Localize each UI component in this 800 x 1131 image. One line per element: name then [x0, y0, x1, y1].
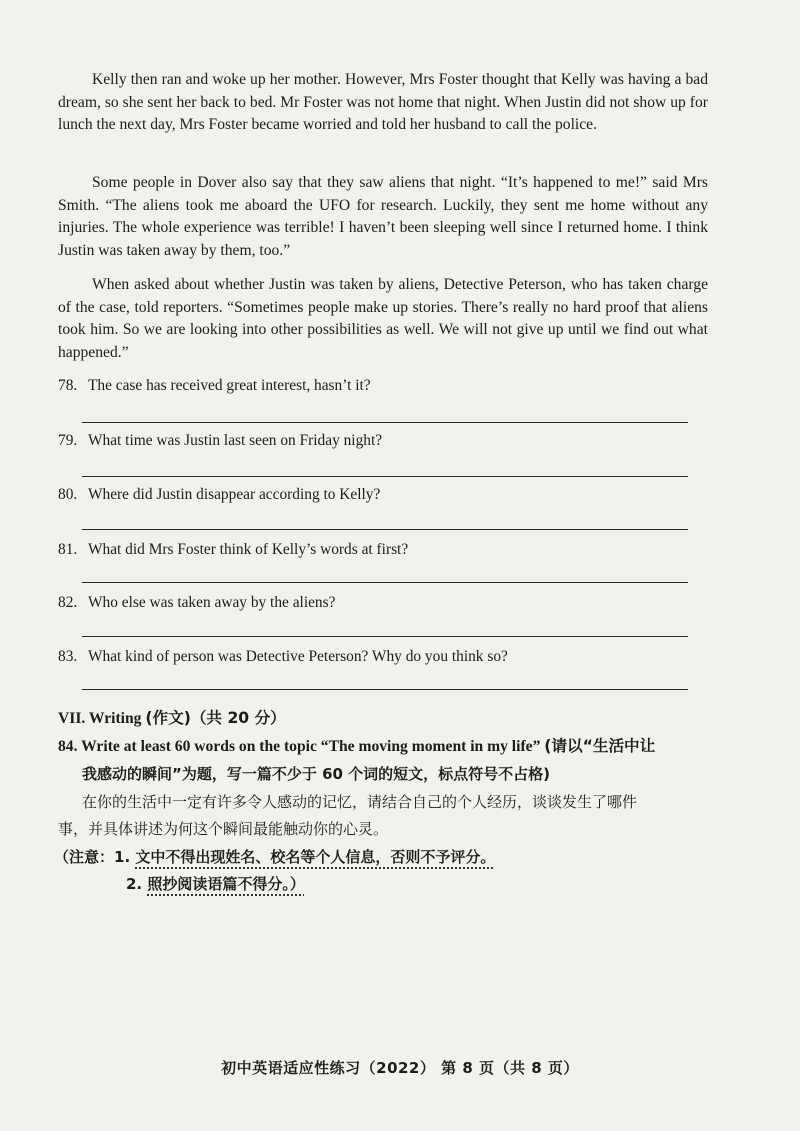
question-82: 82. Who else was taken away by the aliens?	[58, 594, 336, 611]
question-81: 81. What did Mrs Foster think of Kelly’s words at first?	[58, 541, 409, 558]
writing-note-1: （注意：1. 文中不得出现姓名、校名等个人信息，否则不予评分。	[54, 848, 496, 866]
answer-line-80[interactable]	[82, 529, 688, 530]
answer-line-78[interactable]	[82, 422, 688, 423]
page-footer: 初中英语适应性练习（2022） 第 8 页（共 8 页）	[221, 1059, 579, 1077]
answer-line-81[interactable]	[82, 582, 688, 583]
passage-paragraph-2: Some people in Dover also say that they saw aliens that night. “It’s happened to me!” said Mrs Smith. “The aliens took me aboard the UFO for research. Luckily, they sent me home without any injuries. The whole experience was terrible! I haven’t been sleeping well since I returned home. I think Justin was taken away by them, too.”	[58, 174, 708, 260]
writing-prompt-line-2: 事，并具体讲述为何这个瞬间最能触动你的心灵。	[58, 820, 389, 838]
writing-section-heading: VII. Writing (作文)（共 20 分）	[58, 709, 286, 727]
passage-paragraph-3: When asked about whether Justin was taken by aliens, Detective Peterson, who has taken charge of the case, told reporters. “Sometimes people make up stories. There’s really no hard proof that aliens took him. So we are looking into other possibilities as well. We will not give up until we find out what happened.”	[58, 276, 708, 362]
question-79: 79. What time was Justin last seen on Friday night?	[58, 432, 383, 449]
answer-line-79[interactable]	[82, 476, 688, 477]
question-78: 78. The case has received great interest, hasn’t it?	[58, 377, 371, 394]
writing-note-2: 2. 照抄阅读语篇不得分。）	[126, 875, 305, 893]
passage-paragraph-1: Kelly then ran and woke up her mother. However, Mrs Foster thought that Kelly was having a bad dream, so she sent her back to bed. Mr Foster was not home that night. When Justin did not show up for lunch the next day, Mrs Foster became worried and told her husband to call the police.	[58, 71, 708, 134]
writing-prompt-line-1: 在你的生活中一定有许多令人感动的记忆，请结合自己的个人经历，谈谈发生了哪件	[82, 793, 638, 811]
writing-task-continued: 我感动的瞬间”为题，写一篇不少于 60 个词的短文，标点符号不占格)	[82, 765, 551, 783]
question-80: 80. Where did Justin disappear according to Kelly?	[58, 486, 381, 503]
answer-line-82[interactable]	[82, 636, 688, 637]
answer-line-83[interactable]	[82, 689, 688, 690]
question-83: 83. What kind of person was Detective Peterson? Why do you think so?	[58, 648, 508, 665]
writing-task: 84. Write at least 60 words on the topic “The moving moment in my life” (请以“生活中让	[58, 737, 656, 755]
